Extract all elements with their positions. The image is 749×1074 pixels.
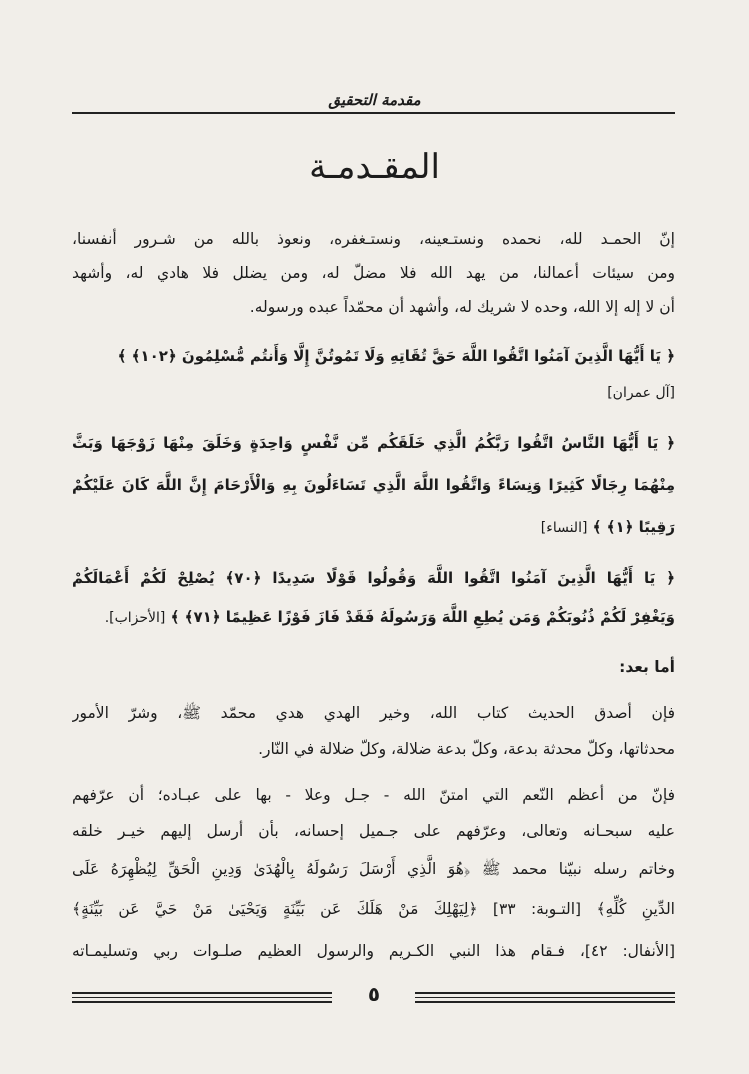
surah-reference: [آل عمران] — [607, 385, 675, 401]
footer-rule-right — [415, 992, 675, 1002]
paragraph-line: الدِّينِ كُلِّهِ﴾ [التـوبة: ٣٣] ﴿لِيَهْلِكَ مَنْ هَلَكَ عَن بَيِّنَةٍ وَيَحْيَىٰ مَنْ حَيَّ عَن بَيِّنَةٍ﴾ — [72, 900, 675, 918]
quran-verse-line — [72, 512, 675, 542]
section-heading: أما بعد: — [619, 658, 675, 676]
quran-verse-line: ﴿ يَا أَيُّهَا النَّاسُ اتَّقُوا رَبَّكُمُ الَّذِي خَلَقَكُم مِّن نَّفْسٍ وَاحِدَةٍ وَخَلَقَ مِنْهَا زَوْجَهَا وَبَثَّ — [72, 434, 675, 452]
paragraph-line: وخاتم رسله نبيّنا محمد ﷺ ﴿هُوَ الَّذِي أَرْسَلَ رَسُولَهُ بِالْهُدَىٰ وَدِينِ الْحَقِّ لِيُظْهِرَهُ عَلَى — [72, 860, 675, 878]
paragraph-line: فإنّ من أعظم النّعم التي امتنّ الله - جـل وعلا - بها على عبـاده؛ أن عرّفهم — [72, 786, 675, 804]
paragraph-line: أن لا إله إلا الله، وحده لا شريك له، وأشهد أن محمّداً عبده ورسوله. — [249, 298, 675, 316]
header-rule — [72, 112, 675, 114]
verse-text: رَقِيبًا ﴿١﴾ ﴾ — [592, 518, 675, 536]
quran-verse-line: مِنْهُمَا رِجَالًا كَثِيرًا وَنِسَاءً وَاتَّقُوا اللَّهَ الَّذِي تَسَاءَلُونَ بِهِ وَالْأَرْحَامَ إِنَّ اللَّهَ كَانَ عَلَيْكُمْ — [72, 476, 675, 494]
chapter-title: المقـدمـة — [309, 147, 440, 187]
footer-rule-left — [72, 992, 332, 1002]
paragraph-line: فإن أصدق الحديث كتاب الله، وخير الهدي هدي محمّد ﷺ، وشرّ الأمور — [72, 704, 675, 722]
verse-text: وَيَغْفِرْ لَكُمْ ذُنُوبَكُمْ وَمَن يُطِعِ اللَّهَ وَرَسُولَهُ فَقَدْ فَازَ فَوْزًا عَظِيمًا ﴿٧١﴾ ﴾ — [170, 608, 675, 626]
paragraph-line: عليه سبحـانه وتعالى، وعرّفهم على جـميل إحسانه، بأن أرسل إليهم خيـر خلقه — [72, 822, 675, 840]
paragraph-line: إنّ الحمـد لله، نحمده ونستـعينه، ونستـغفره، ونعوذ بالله من شـرور أنفسنا، — [72, 230, 675, 248]
surah-reference: [الأحزاب]. — [104, 610, 166, 626]
quran-verse-line: ﴿ يَا أَيُّهَا الَّذِينَ آمَنُوا اتَّقُوا اللَّهَ وَقُولُوا قَوْلًا سَدِيدًا ﴿٧٠﴾ يُصْلِحْ لَكُمْ أَعْمَالَكُمْ — [72, 569, 675, 587]
quran-verse-line — [72, 602, 675, 632]
quran-verse-line: ﴿ يَا أَيُّهَا الَّذِينَ آمَنُوا اتَّقُوا اللَّهَ حَقَّ تُقَاتِهِ وَلَا تَمُوتُنَّ إِلَّا وَأَنتُم مُّسْلِمُونَ ﴿١٠٢﴾ ﴾ — [117, 347, 675, 365]
running-header-title: مقدمة التحقيق — [328, 91, 421, 109]
surah-reference: [النساء] — [540, 520, 588, 536]
page-number: ٥ — [367, 982, 381, 1006]
paragraph-line: ومن سيئات أعمالنا، من يهد الله فلا مضلّ له، ومن يضلل فلا هادي له، وأشهد — [72, 264, 675, 282]
verse-reference — [72, 377, 675, 407]
paragraph-line: [الأنفال: ٤٢]، فـقام هذا النبي الكـريم والرسول العظيم صلـوات ربي وتسليمـاته — [72, 942, 675, 960]
paragraph-line: محدثاتها، وكلّ محدثة بدعة، وكلّ بدعة ضلالة، وكلّ ضلالة في النّار. — [258, 740, 675, 758]
